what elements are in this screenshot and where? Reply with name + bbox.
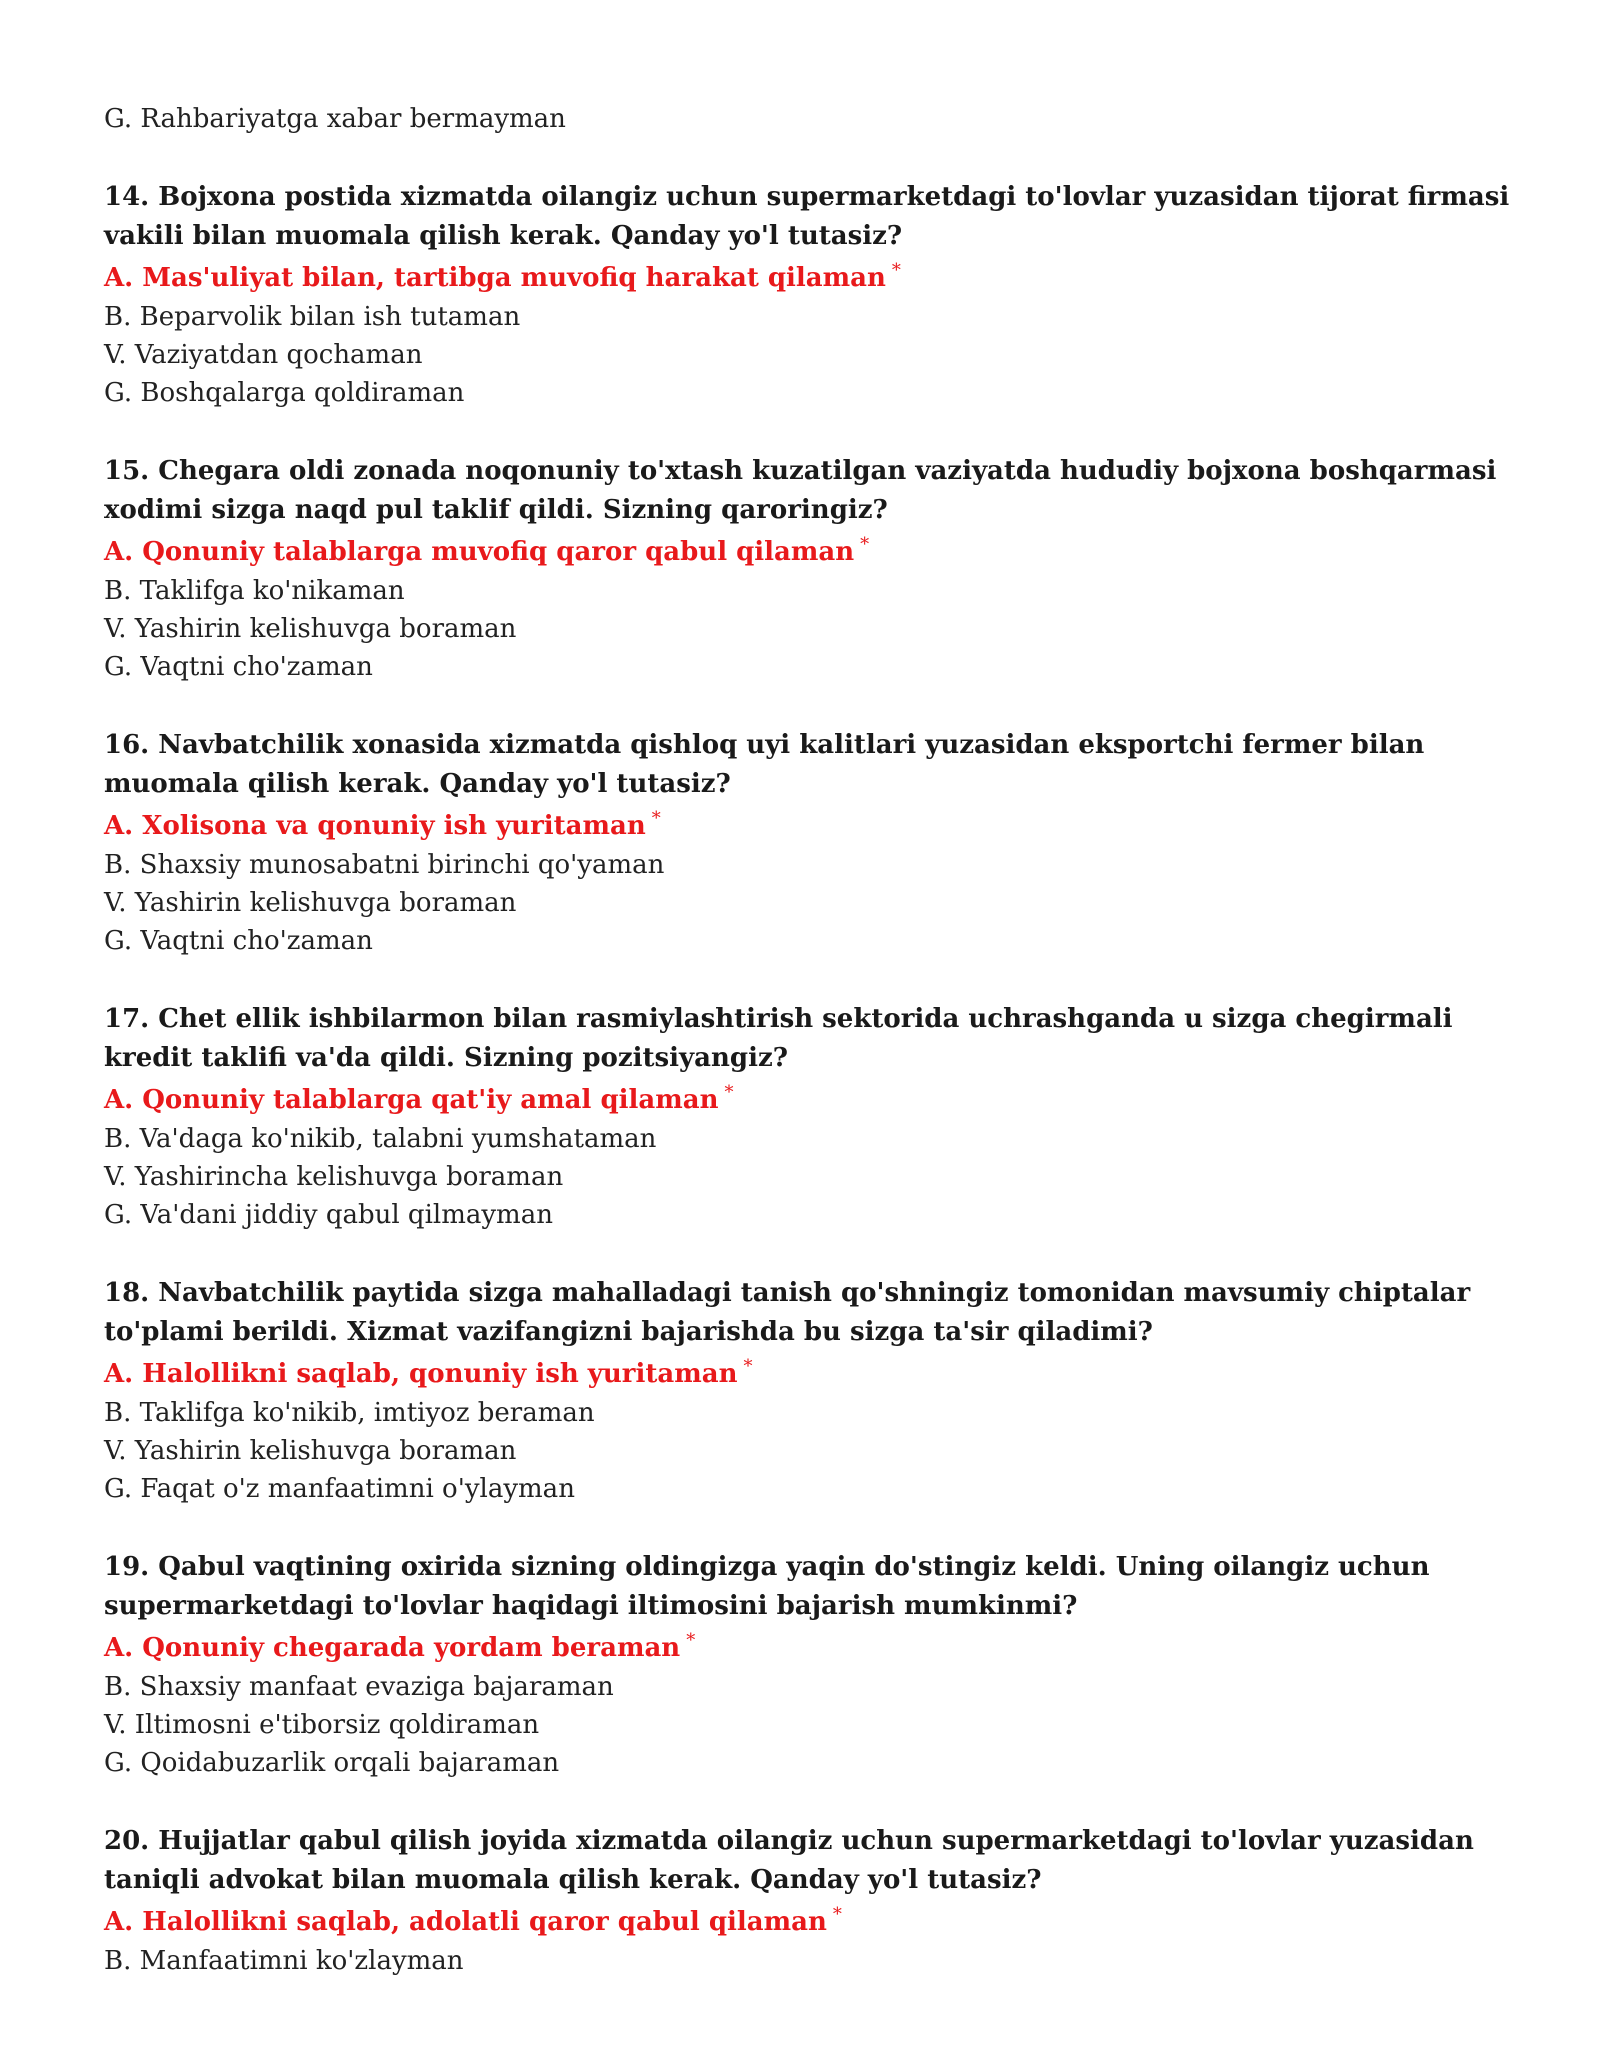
option-text: B. Va'daga ko'nikib, talabni yumshataman <box>104 1124 657 1154</box>
option-text: V. Yashirin kelishuvga boraman <box>104 888 517 918</box>
correct-answer-text: A. Halollikni saqlab, adolatli qaror qabul qilaman <box>104 1907 827 1937</box>
option-text: B. Beparvolik bilan ish tutaman <box>104 302 521 332</box>
correct-answer <box>104 1354 1524 1394</box>
option-text: V. Vaziyatdan qochaman <box>104 340 423 370</box>
correct-answer <box>104 1628 1524 1668</box>
question-block <box>104 1000 1524 1234</box>
question-text: 14. Bojxona postida xizmatda oilangiz uchun supermarketdagi to'lovlar yuzasidan tijorat firmasi vakili bilan muomala qilish kerak. Qanday yo'l tutasiz? <box>104 182 1510 251</box>
correct-marker-icon: * <box>686 1630 696 1652</box>
document-page <box>104 100 1524 1980</box>
question-block <box>104 1822 1524 1980</box>
option-text: B. Manfaatimni ko'zlayman <box>104 1946 464 1976</box>
question-text: 20. Hujjatlar qabul qilish joyida xizmatda oilangiz uchun supermarketdagi to'lovlar yuzasidan taniqli advokat bilan muomala qilish kerak. Qanday yo'l tutasiz? <box>104 1826 1474 1895</box>
correct-marker-icon: * <box>832 1904 842 1926</box>
option-text: G. Boshqalarga qoldiraman <box>104 378 465 408</box>
correct-answer <box>104 1080 1524 1120</box>
correct-answer-text: A. Mas'uliyat bilan, tartibga muvofiq harakat qilaman <box>104 263 886 293</box>
question-block <box>104 178 1524 412</box>
option-text: V. Yashirin kelishuvga boraman <box>104 1436 517 1466</box>
option-text: V. Yashirincha kelishuvga boraman <box>104 1162 564 1192</box>
option-text: B. Taklifga ko'nikaman <box>104 576 405 606</box>
option-text: B. Taklifga ko'nikib, imtiyoz beraman <box>104 1398 595 1428</box>
correct-marker-icon: * <box>724 1082 734 1104</box>
option-text: G. Vaqtni cho'zaman <box>104 652 373 682</box>
correct-answer <box>104 258 1524 298</box>
question-block <box>104 452 1524 686</box>
question-text: 19. Qabul vaqtining oxirida sizning oldingizga yaqin do'stingiz keldi. Uning oilangiz uchun supermarketdagi to'lovlar haqidagi iltimosini bajarish mumkinmi? <box>104 1552 1430 1621</box>
option-text: G. Rahbariyatga xabar bermayman <box>104 104 566 134</box>
question-list <box>104 178 1524 1980</box>
question-text: 16. Navbatchilik xonasida xizmatda qishloq uyi kalitlari yuzasidan eksportchi fermer bilan muomala qilish kerak. Qanday yo'l tutasiz? <box>104 730 1425 799</box>
option-text: G. Va'dani jiddiy qabul qilmayman <box>104 1200 553 1230</box>
correct-marker-icon: * <box>860 534 870 556</box>
question-text: 17. Chet ellik ishbilarmon bilan rasmiylashtirish sektorida uchrashganda u sizga chegirmali kredit taklifi va'da qildi. Sizning pozitsiyangiz? <box>104 1004 1453 1073</box>
option-text: B. Shaxsiy manfaat evaziga bajaraman <box>104 1672 614 1702</box>
correct-answer-text: A. Xolisona va qonuniy ish yuritaman <box>104 811 646 841</box>
question-text: 18. Navbatchilik paytida sizga mahalladagi tanish qo'shningiz tomonidan mavsumiy chiptalar to'plami berildi. Xizmat vazifangizni bajarishda bu sizga ta'sir qiladimi? <box>104 1278 1471 1347</box>
question-text: 15. Chegara oldi zonada noqonuniy to'xtash kuzatilgan vaziyatda hududiy bojxona boshqarmasi xodimi sizga naqd pul taklif qildi. Sizning qaroringiz? <box>104 456 1497 525</box>
correct-marker-icon: * <box>891 260 901 282</box>
question-block <box>104 726 1524 960</box>
option-text: V. Iltimosni e'tiborsiz qoldiraman <box>104 1710 540 1740</box>
correct-answer <box>104 1902 1524 1942</box>
correct-answer <box>104 806 1524 846</box>
correct-marker-icon: * <box>651 808 661 830</box>
option-text: G. Qoidabuzarlik orqali bajaraman <box>104 1748 560 1778</box>
correct-answer-text: A. Qonuniy talablarga qat'iy amal qilaman <box>104 1085 719 1115</box>
option-text: G. Vaqtni cho'zaman <box>104 926 373 956</box>
question-block <box>104 1548 1524 1782</box>
option-text: G. Faqat o'z manfaatimni o'ylayman <box>104 1474 575 1504</box>
option-text: V. Yashirin kelishuvga boraman <box>104 614 517 644</box>
correct-answer <box>104 532 1524 572</box>
option-text: B. Shaxsiy munosabatni birinchi qo'yaman <box>104 850 665 880</box>
correct-answer-text: A. Halollikni saqlab, qonuniy ish yuritaman <box>104 1359 738 1389</box>
question-block <box>104 1274 1524 1508</box>
correct-marker-icon: * <box>743 1356 753 1378</box>
correct-answer-text: A. Qonuniy talablarga muvofiq qaror qabul qilaman <box>104 537 855 567</box>
correct-answer-text: A. Qonuniy chegarada yordam beraman <box>104 1633 681 1663</box>
